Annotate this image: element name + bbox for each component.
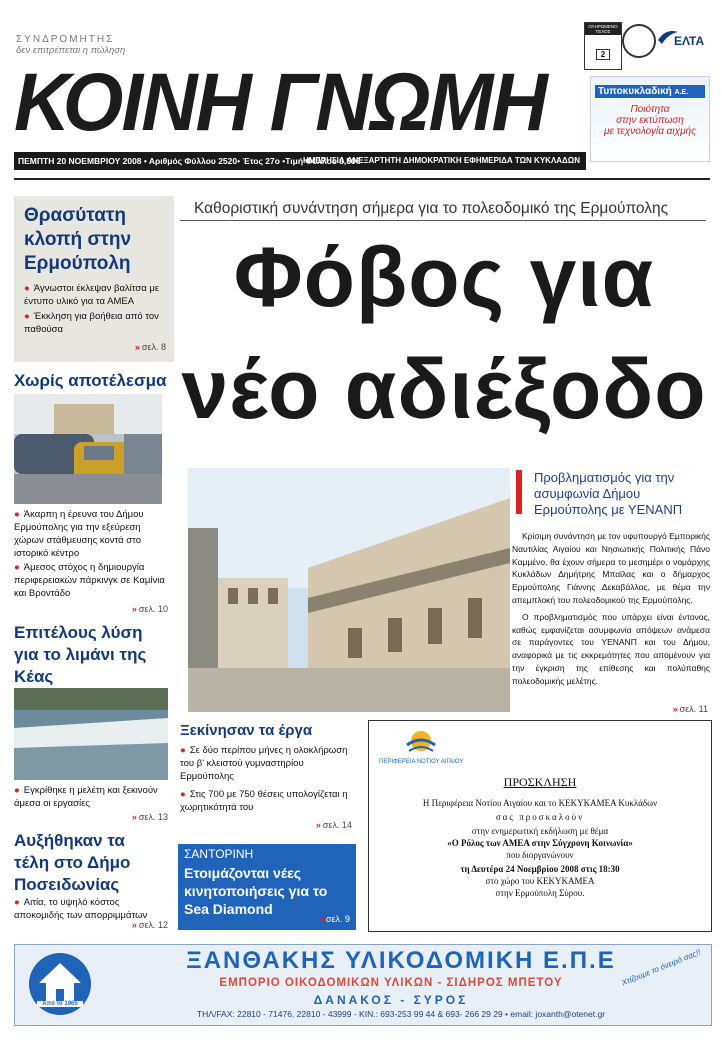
dateline: ΠΕΜΠΤΗ 20 ΝΟΕΜΒΡΙΟΥ 2008 • Αριθμός Φύλλου 2520• Έτος 27ο •Τιμή Φύλλου 0,50€ — [18, 156, 361, 166]
paragraph: Ο προβληματισμός που υπάρχει είναι έντονος, καθώς εμφανίζεται ασυμφωνία απόψεων ανάμεσα σε παράγοντες του ΥΕΝΑΝΠ και του Δήμου, αναφορικά με τις εκκρεμότητες που απομένουν για την έγκριση της επίθεσης και πολύπαθης πολεοδομικής μελέτης. — [512, 611, 710, 686]
story-title[interactable]: Χωρίς αποτέλεσμα — [14, 371, 167, 390]
masthead-tagline — [16, 34, 216, 56]
paragraph: Κρίσιμη συνάντηση με τον υφυπουργό Εμπορικής Ναυτιλίας Αιγαίου και Νησιωτικής Πολιτικής Πάνο Καμμένο, θα έχουν σήμερα το μεσημέρι ο νομάρχης Κυκλάδων Δημήτρης Μπαϊλας και ο δήμαρχος Ερμούπολης Γιάννης Δεκαβάλλας, με θέμα την απεμπλοκή του πολεοδομικού της Ερμούπολης. — [512, 531, 710, 605]
parking-photo — [14, 394, 162, 504]
harbour-photo — [14, 688, 168, 780]
santorini-box — [178, 844, 356, 930]
main-kicker: Καθοριστική συνάντηση σήμερα για το πολεοδομικό της Ερμούπολης — [194, 200, 669, 217]
story-bullet: ● Σε δύο περίπου μήνες η ολοκλήρωση του β' κλειστού γυμναστηρίου Ερμούπολης — [180, 745, 348, 782]
page-ref[interactable]: » σελ. 14 — [315, 820, 352, 830]
sub-headline[interactable]: Προβληματισμός για την ασυμφωνία Δήμου Ερμούπολης με ΥΕΝΑΝΠ — [534, 470, 683, 517]
story-bullet: ● Στις 700 με 750 θέσεις υπολογίζεται η χωρητικότητά του — [180, 789, 348, 813]
page-ref[interactable]: » σελ. 11 — [672, 704, 708, 714]
harbour-image — [14, 688, 168, 780]
article-text — [512, 530, 710, 688]
story-title[interactable]: Επιτέλους λύση για το λιμάνι της Κέας — [14, 623, 147, 686]
story-bullet: ● Έκκληση για βοήθεια από τον παθούσα — [24, 311, 159, 335]
ad-line3: ΔΑΝΑΚΟΣ - ΣΥΡΟΣ — [313, 993, 469, 1007]
story-bullet: ● Άγνωστοι έκλεψαν βαλίτσα με έντυπο υλικό για τα ΑΜΕΑ — [24, 283, 160, 307]
not-for-sale-label: δεν επιτρέπεται η πώληση — [16, 45, 126, 56]
santorini-title[interactable]: Ετοιμάζονται νέες κινητοποιήσεις για το Sea Diamond — [184, 865, 328, 917]
invitation-box: ΠΕΡΙΦΕΡΕΙΑ ΝΟΤΙΟΥ ΑΙΓΑΙΟΥ ΠΡΟΣΚΛΗΣΗ Η Περιφέρεια Νοτίου Αιγαίου και το ΚΕΚΥΚΑΜΕΑ Κυκλάδων σας προσκαλούν στην ενημερωτική εκδήλωση με θέμα «Ο Ρόλος των ΑΜΕΑ στην Σύγχρονη Κοινωνία» που διοργανώνουν τη Δευτέρα 24 Νοεμβρίου 2008 στις 18:30 στο χώρο του ΚΕΚΥΚΑΜΕΑ στην Ερμούπολη Σύρου. — [368, 720, 712, 932]
page-ref[interactable]: » σελ. 8 — [134, 342, 166, 352]
main-headline-line1[interactable]: Φόβος για — [233, 230, 655, 324]
ad-line2: ΕΜΠΟΡΙΟ ΟΙΚΟΔΟΜΙΚΩΝ ΥΛΙΚΩΝ - ΣΙΔΗΡΟΣ ΜΠΕΤΟΥ — [219, 977, 563, 989]
section-label: ΣΑΝΤΟΡΙΝΗ — [184, 847, 254, 861]
ad-logo: Από το 1965 — [29, 953, 91, 1015]
ad-contact: ΤΗΛ/FAX: 22810 - 71476, 22810 - 43999 - ΚΙΝ.: 693-253 99 44 & 693- 266 29 29 • email: joxanth@otenet.gr — [196, 1009, 606, 1019]
story-bullet: ● Αιτία, το υψηλό κόστος αποκομιδής των απορριμμάτων — [14, 897, 148, 921]
page-ref[interactable]: » σελ. 10 — [131, 604, 168, 614]
dateline-bar — [14, 152, 586, 170]
works-title[interactable]: Ξεκίνησαν τα έργα — [180, 722, 313, 739]
kicker-rule — [180, 220, 706, 221]
story-title[interactable]: Αυξήθηκαν τα τέλη στο Δήμο Ποσειδωνίας — [14, 831, 131, 894]
story-bullet: ● Εγκρίθηκε η μελέτη και ξεκινούν άμεσα οι εργασίες — [14, 785, 158, 809]
round-seal-icon — [622, 24, 656, 58]
postage-stamp: ΠΛΗΡΩΜΕΝΟ ΤΕΛΟΣ 2 — [584, 22, 622, 70]
xanthakis-ad[interactable] — [14, 944, 712, 1026]
invitation-heading: ΠΡΟΣΚΛΗΣΗ — [503, 775, 577, 789]
main-headline-line2[interactable]: νέο αδιέξοδο — [181, 342, 707, 436]
page-ref[interactable]: »σελ. 9 — [320, 914, 350, 924]
story-title[interactable]: Θρασύτατη κλοπή στην Ερμούπολη — [24, 205, 132, 274]
story-theft — [14, 196, 174, 362]
ad-slogan: Χτίζουμε το όνειρό σας!! — [620, 947, 702, 988]
paper-subtitle: ΗΜΕΡΗΣΙΑ ΑΝΕΞΑΡΤΗΤΗ ΔΗΜΟΚΡΑΤΙΚΗ ΕΦΗΜΕΡΙΔΑ ΤΩΝ ΚΥΚΛΑΔΩΝ — [302, 156, 580, 165]
printing-ad: Τυποκυκλαδική Α.Ε. Ποιότητα στην εκτύπωση με τεχνολογία αιχμής — [590, 76, 710, 162]
page-ref[interactable]: » σελ. 12 — [131, 920, 168, 930]
story-bullet: ● Άμεσος στόχος η δημιουργία περιφερειακών πάρκινγκ σε Καμίνια και Βροντάδο — [14, 562, 165, 599]
cars-image — [14, 394, 162, 504]
ad-company-name: ΞΑΝΘΑΚΗΣ ΥΛΙΚΟΔΟΜΙΚΗ Ε.Π.Ε — [186, 947, 616, 974]
ad-brand: Τυποκυκλαδική Α.Ε. — [595, 85, 705, 98]
street-image — [188, 468, 510, 712]
page-ref[interactable]: » σελ. 13 — [131, 812, 168, 822]
story-bullet: ● Άκαρπη η έρευνα του Δήμου Ερμούπολης για την εξεύρεση χώρων στάθμευσης κοντά στο ιστορικό κέντρο — [14, 509, 144, 559]
subscriber-label: ΣΥΝΔΡΟΜΗΤΗΣ — [16, 34, 115, 45]
accent-bar — [516, 470, 522, 514]
region-logo-icon — [403, 727, 439, 757]
newspaper-title: ΚΟΙΝΗ ΓΝΩΜΗ — [14, 57, 546, 148]
ermoupoli-photo — [188, 468, 510, 712]
elta-logo: ΕΛΤΑ — [656, 26, 706, 54]
top-divider — [14, 178, 710, 180]
region-name: ΠΕΡΙΦΕΡΕΙΑ ΝΟΤΙΟΥ ΑΙΓΑΙΟΥ — [379, 759, 464, 765]
